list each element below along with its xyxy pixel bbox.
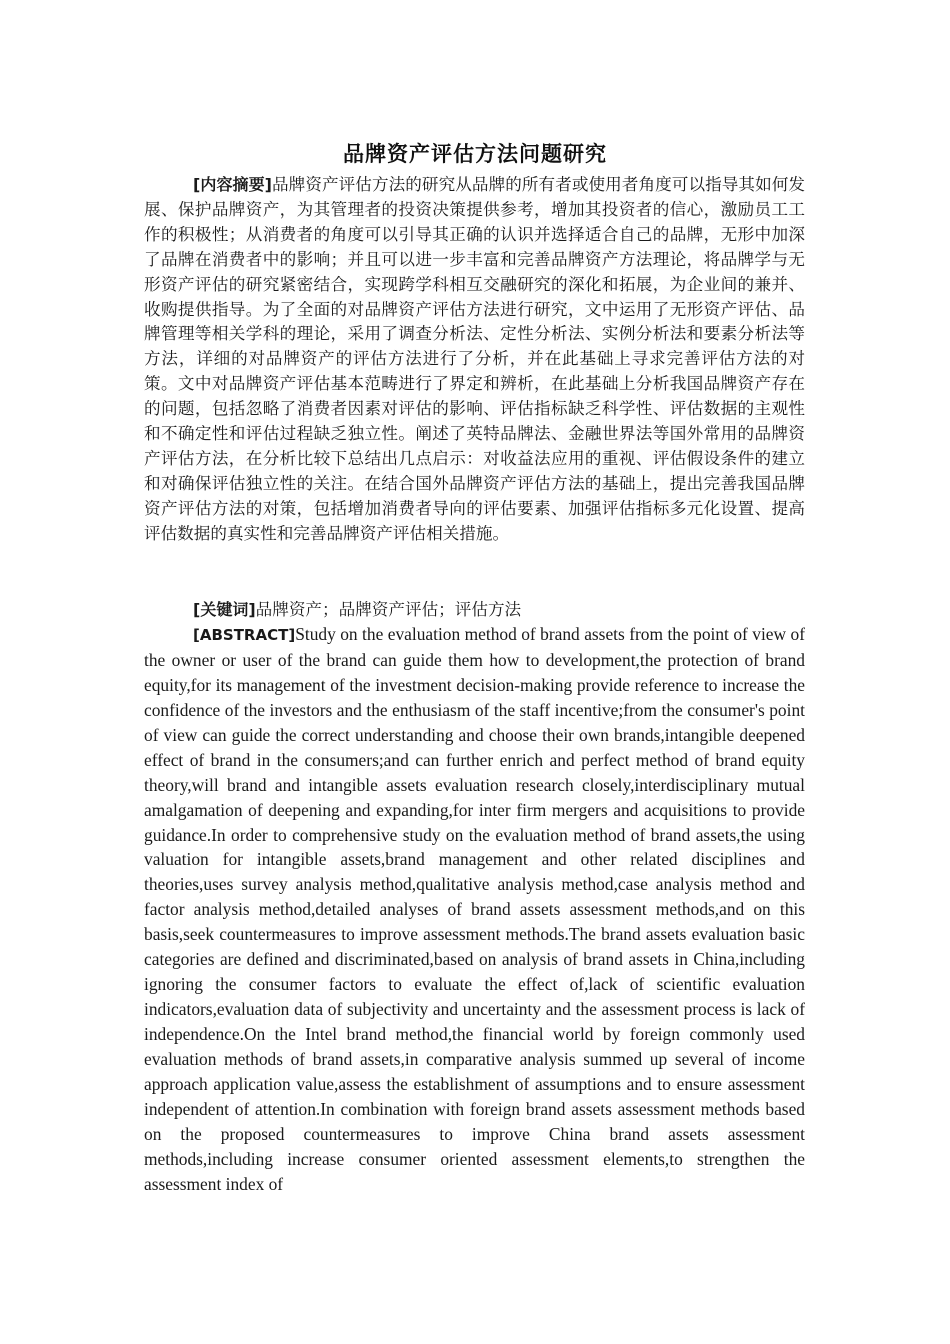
keywords-cn-paragraph	[144, 597, 805, 622]
abstract-en-paragraph	[144, 622, 805, 1222]
keywords-cn-label: [关键词]	[193, 600, 256, 619]
abstract-cn-text: 品牌资产评估方法的研究从品牌的所有者或使用者角度可以指导其如何发展、保护品牌资产，为其管理者的投资决策提供参考，增加其投资者的信心，激励员工工作的积极性；从消费者的角度可以引导其正确的认识并选择适合自己的品牌，无形中加深了品牌在消费者中的影响；并且可以进一步丰富和完善品牌资产方法理论，将品牌学与无形资产评估的研究紧密结合，实现跨学科相互交融研究的深化和拓展，为企业间的兼并、收购提供指导。为了全面的对品牌资产评估方法进行研究，文中运用了无形资产评估、品牌管理等相关学科的理论，采用了调查分析法、定性分析法、实例分析法和要素分析法等方法，详细的对品牌资产的评估方法进行了分析，并在此基础上寻求完善评估方法的对策。文中对品牌资产评估基本范畴进行了界定和辨析，在此基础上分析我国品牌资产存在的问题，包括忽略了消费者因素对评估的影响、评估指标缺乏科学性、评估数据的主观性和不确定性和评估过程缺乏独立性。阐述了英特品牌法、金融世界法等国外常用的品牌资产评估方法，在分析比较下总结出几点启示：对收益法应用的重视、评估假设条件的建立和对确保评估独立性的关注。在结合国外品牌资产评估方法的基础上，提出完善我国品牌资产评估方法的对策，包括增加消费者导向的评估要素、加强评估指标多元化设置、提高评估数据的真实性和完善品牌资产评估相关措施。	[144, 175, 805, 543]
page-title: 品牌资产评估方法问题研究	[343, 142, 607, 166]
abstract-cn-paragraph	[144, 173, 805, 547]
abstract-cn-label: [内容摘要]	[193, 175, 272, 194]
abstract-en-label: [ABSTRACT]	[193, 626, 296, 644]
keywords-cn-text: 品牌资产；品牌资产评估；评估方法	[255, 600, 522, 619]
abstract-en-text: Study on the evaluation method of brand assets from the point of view of the owner or user of the brand can guide them how to development,the protection of brand equity,for its management of the investment decision-making provide reference to increase the confidence of the investors and the enthusiasm of the staff incentive;from the consumer's point of view can guide the correct understanding and choose their own brands,intangible deepened effect of brand in the consumers;and can further enrich and perfect method of brand equity theory,will brand and intangible assets evaluation research closely,interdisciplinary mutual amalgamation of deepening and expanding,for inter firm mergers and acquisitions to provide guidance.In order to comprehensive study on the evaluation method of brand assets,the using valuation for intangible assets,brand management and other related disciplines and theories,uses survey analysis method,qualitative analysis method,case analysis method and factor analysis method,detailed analyses of brand assets assessment methods,and on this basis,seek countermeasures to improve assessment methods.The brand assets evaluation basic categories are defined and discriminated,based on analysis of brand assets in China,including ignoring the consumer factors to evaluate the effect of,lack of scientific evaluation indicators,evaluation data of subjectivity and uncertainty and the assessment process is lack of independence.On the Intel brand method,the financial world by foreign commonly used evaluation methods of brand assets,in comparative analysis summed up several of income approach application value,assess the establishment of assumptions and to ensure assessment independent of attention.In combination with foreign brand assets assessment methods based on the proposed countermeasures to improve China brand assets assessment methods,including increase consumer oriented assessment elements,to strengthen the assessment index of	[144, 624, 805, 1194]
